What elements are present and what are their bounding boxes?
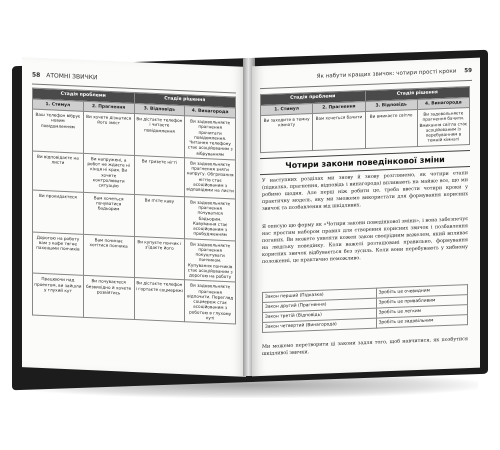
table-group-header: Стадія рішення (365, 87, 470, 102)
table-row (33, 274, 236, 325)
law-rule: Зробіть це легким (376, 305, 467, 319)
law-name: Закон четвертий (Винагорода) (263, 318, 377, 332)
table-cell: Вам хочеться почуватися бадьорим (83, 192, 134, 236)
table-cell: Ви дістаєте телефон і читаєте повідомлення (134, 114, 185, 158)
table-cell: Ви задовольняєте прагнення прочитати повідомлення. Читання телефону стає асоційованим з вібруванням (185, 116, 236, 160)
body-paragraph: У наступних розділах ми знову й знову розглянемо, як чотири етапи (підказка, прагнення, відповідь і винагорода) впливають на майже все, що ми робимо щодня. Але перш ніж робити це, треба ввести чотири кроки у практичну модель, яку ми зможемо використати для формування корисних звичок та позбавлення від шкідливих. (262, 170, 468, 212)
table-group-header: Стадія рішення (134, 93, 236, 108)
table-cell: Працюючи над проектом, ви зайшли у глухий кут (33, 274, 84, 318)
table-cell: Ви напружені, а робот не ждаєте ні кінця ні края. Ви хочете контролювати ситуацію (83, 153, 134, 194)
table-stage-header: 1. Стимул (261, 103, 313, 116)
table-cell: Ви задовольняєте прагнення бачити. Вмикання світла стає асоційованим із перебуванням в темній кімнаті (417, 108, 469, 147)
left-running-title: АТОМНІ ЗВИЧКИ (46, 72, 98, 82)
table-cell: Ви п'єте каву (134, 194, 185, 238)
table-stage-header: 2. Прагнення (83, 101, 134, 114)
table-group-header: Стадія проблеми (261, 91, 366, 106)
table-cell: Ви задовольняєте прагнення почуватися бадьорим. Кавування стає асоційованим з пробудженням (185, 197, 236, 241)
table-cell: Ви заходите в темну кімнату (261, 114, 313, 153)
law-name: Закон другий (Прагнення) (263, 298, 377, 312)
table-cell: Вам починає хотітися пончика (83, 234, 134, 278)
law-rule: Зробіть це задовільним (376, 315, 467, 329)
table-cell: Ви дістаєте телефон і гортаєте соцмережі (134, 278, 185, 322)
right-running-head (260, 68, 472, 89)
table-cell: Ви задовольняєте прагнення зняти напругу. Обгризання нігтів стає асоційованим з відповідями на листи (185, 158, 236, 199)
table-cell: Вам хочеться бачити (313, 112, 365, 151)
law-rule: Зробіть це привабливим (376, 295, 467, 309)
table-cell: Ви хочете дізнатися його зміст (83, 112, 134, 156)
left-page-number: 58 (32, 71, 41, 79)
table-cell: Ви купуєте пончик і з'їдаєте його (134, 236, 185, 280)
section-title: Чотири закони поведінкової зміни (260, 150, 470, 175)
right-running-title: Як набути кращих звичок: чотири прості кроки (316, 68, 457, 80)
law-name: Закон перший (Підказка) (263, 288, 377, 302)
body-paragraph: Я описую цю форму як «Чотири закони поведінкової зміни», і вона забезпечує нас простим набором правил для створення корисних звичок і позбавлення поганих. Ви можете уявляти кожен закон своєрідним важелем, який впливає на людську поведінку. Коли важелі розташовані правильно, формування корисних звичок відбувається без зусиль. Коли вони перебувають у хибному положенні, це практично неможливо. (262, 216, 468, 265)
law-name: Закон третій (Відповідь) (263, 308, 377, 322)
closing-paragraph: Ми можемо перетворити ці закони задля того, щоб навчитися, як позбутися шкідливої звички. (262, 336, 468, 357)
table-cell: Ви прокидаєтеся (33, 190, 84, 234)
table-cell: Ви задовольняєте прагнення відпочити. Перегляд соцмереж стає асоційованим з роботою в глухому куті (185, 280, 236, 324)
table-stage-header: 4. Винагорода (185, 105, 236, 118)
table-cell: Дорогою на роботу вам з кафе тягне пахощами пончиків (33, 232, 84, 276)
right-page-number: 59 (464, 67, 472, 75)
table-cell: Ви вмикаєте світло (365, 110, 417, 149)
table-group-header: Стадія проблеми (33, 88, 135, 103)
table-row (261, 108, 470, 153)
left-habit-table (32, 88, 236, 325)
table-cell: Ви задовольняєте прагнення покуштувати пончиком. Купування пончиків стає асоційованим з дорогою на роботу (185, 238, 236, 282)
table-cell: Ви відповідаєте на листи (33, 151, 84, 192)
table-cell: Ви гризете нігті (134, 155, 185, 196)
right-habit-table (260, 86, 470, 153)
right-page (252, 58, 480, 377)
table-cell: Ваш телефон вібрує новим повідомленням (33, 109, 84, 153)
table-stage-header: 4. Винагорода (417, 97, 469, 110)
table-stage-header: 2. Прагнення (313, 101, 365, 114)
table-stage-header: 1. Стимул (33, 99, 84, 112)
table-stage-header: 3. Відповідь (365, 99, 417, 112)
left-page (22, 57, 246, 377)
law-rule: Зробіть це очевидним (376, 285, 467, 299)
laws-table (262, 284, 468, 333)
table-cell: Ви почуваєтеся безвихідно й хочете розвіятись (83, 276, 134, 320)
table-stage-header: 3. Відповідь (134, 103, 185, 116)
